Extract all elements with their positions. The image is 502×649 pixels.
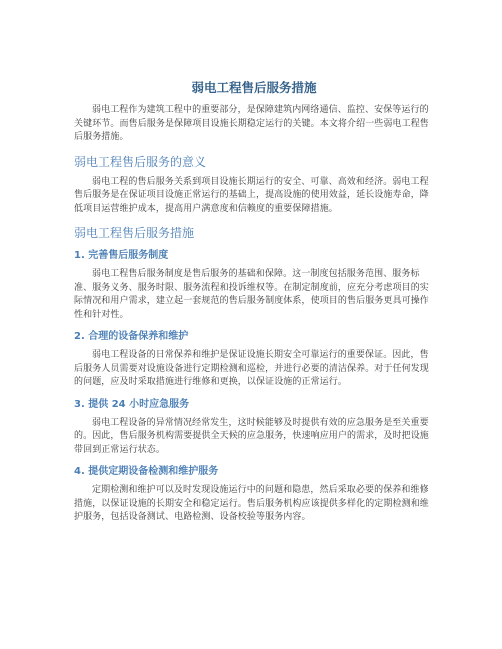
- maintenance-paragraph: 弱电工程设备的日常保养和维护是保证设施长期安全可靠运行的重要保证。因此，售后服务人员需要对设施设备进行定期检测和巡检，并进行必要的清洁保养。对于任何发现的问题，应及时采取措施进行维修和更换，以保证设施的正常运行。: [74, 350, 429, 387]
- significance-paragraph: 弱电工程的售后服务关系到项目设施长期运行的安全、可靠、高效和经济。弱电工程售后服务是在保证项目设施正常运行的基础上，提高设施的使用效益，延长设施寿命，降低项目运营维护成本，提高用户满意度和信赖度的重要保障措施。: [74, 176, 429, 214]
- periodic-inspection-paragraph: 定期检测和维护可以及时发现设施运行中的问题和隐患，然后采取必要的保养和维修措施，以保证设施的长期安全和稳定运行。售后服务机构应该提供多样化的定期检测和维护服务，包括设备测试、电路检测、设备校验等服务内容。: [74, 485, 429, 522]
- section-heading-significance: 弱电工程售后服务的意义: [74, 154, 207, 169]
- subheading-emergency-service: 3. 提供 24 小时应急服务: [74, 398, 190, 410]
- emergency-service-paragraph: 弱电工程设备的异常情况经常发生，这时候能够及时提供有效的应急服务是至关重要的。因此，售后服务机构需要提供全天候的应急服务，快速响应用户的需求，及时把设施带回到正常运行状态。: [74, 417, 429, 455]
- section-heading-measures: 弱电工程售后服务措施: [74, 226, 195, 240]
- subheading-maintenance: 2. 合理的设备保养和维护: [74, 331, 189, 342]
- intro-paragraph: 弱电工程作为建筑工程中的重要部分，是保障建筑内网络通信、监控、安保等运行的关键环节。而售后服务是保障项目设施长期稳定运行的关键。本文将介绍一些弱电工程售后服务措施。: [74, 105, 429, 142]
- document-content: [74, 80, 434, 532]
- service-system-paragraph: 弱电工程售后服务制度是售后服务的基础和保障。这一制度包括服务范围、服务标准、服务义务、服务时限、服务流程和投诉维权等。在制定制度前，应充分考虑项目的实际情况和用户需求，建立起一套规范的售后服务制度体系，使项目的售后服务更具可操作性和针对性。: [74, 269, 429, 320]
- subheading-periodic-inspection: 4. 提供定期设备检测和维护服务: [74, 466, 219, 477]
- page-title: 弱电工程售后服务措施: [191, 80, 317, 95]
- subheading-service-system: 1. 完善售后服务制度: [74, 250, 169, 261]
